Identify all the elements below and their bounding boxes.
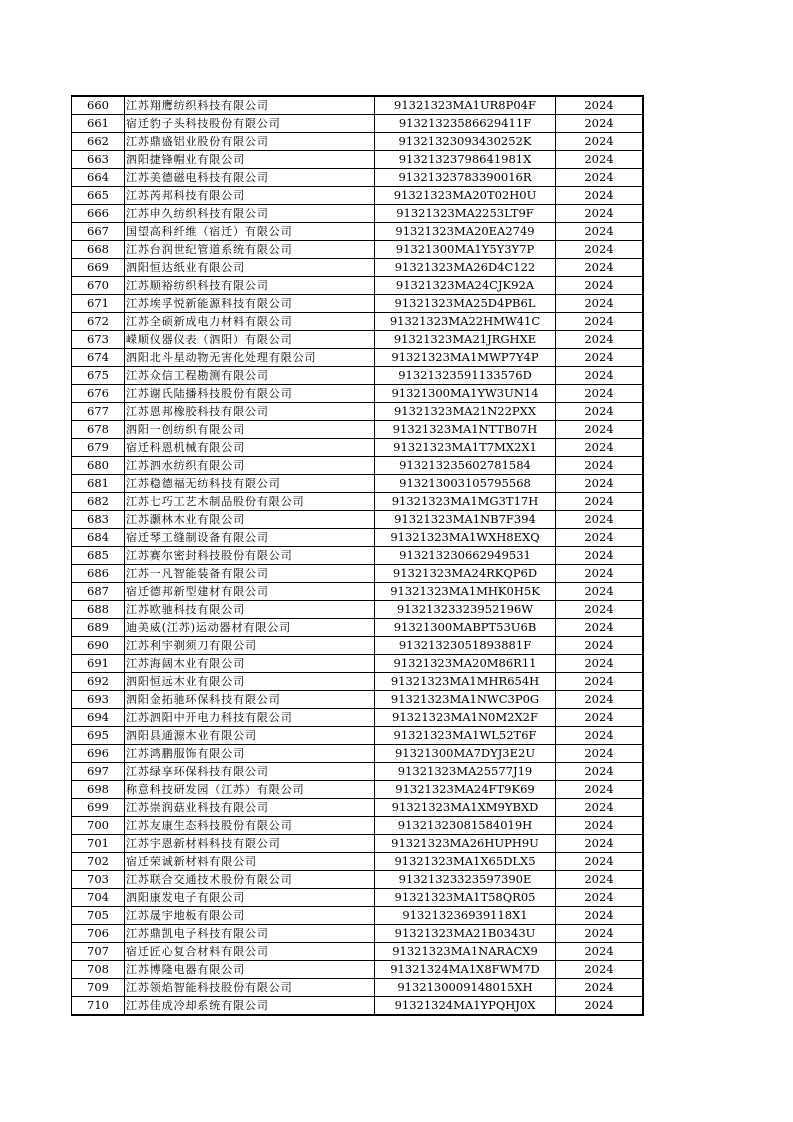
row-number-cell: 678 (72, 421, 125, 439)
credit-code-cell: 91321323MA1T58QR05 (375, 889, 556, 907)
company-name-cell: 江苏众信工程勘测有限公司 (125, 367, 375, 385)
row-number-cell: 681 (72, 475, 125, 493)
year-cell: 2024 (556, 817, 644, 835)
company-name-cell: 江苏灏林木业有限公司 (125, 511, 375, 529)
year-cell: 2024 (556, 889, 644, 907)
year-cell: 2024 (556, 907, 644, 925)
year-cell: 2024 (556, 367, 644, 385)
table-row (72, 403, 644, 421)
year-cell: 2024 (556, 745, 644, 763)
row-number-cell: 687 (72, 583, 125, 601)
table-row (72, 655, 644, 673)
credit-code-cell: 91321323093430252K (375, 133, 556, 151)
credit-code-cell: 91321323MA1N0M2X2F (375, 709, 556, 727)
row-number-cell: 689 (72, 619, 125, 637)
credit-code-cell: 913213230662949531 (375, 547, 556, 565)
company-name-cell: 江苏谢氏陆播科技股份有限公司 (125, 385, 375, 403)
table-row (72, 907, 644, 925)
credit-code-cell: 913213003105795568 (375, 475, 556, 493)
company-name-cell: 江苏埃孚悦新能源科技有限公司 (125, 295, 375, 313)
table-row (72, 457, 644, 475)
credit-code-cell: 91321323MA1WXH8EXQ (375, 529, 556, 547)
table-row (72, 889, 644, 907)
year-cell: 2024 (556, 96, 644, 115)
row-number-cell: 693 (72, 691, 125, 709)
credit-code-cell: 91321323051893881F (375, 637, 556, 655)
table-row (72, 727, 644, 745)
table-row (72, 96, 644, 115)
company-name-cell: 江苏一凡智能装备有限公司 (125, 565, 375, 583)
company-name-cell: 江苏领焰智能科技股份有限公司 (125, 979, 375, 997)
company-name-cell: 江苏联合交通技术股份有限公司 (125, 871, 375, 889)
year-cell: 2024 (556, 781, 644, 799)
year-cell: 2024 (556, 691, 644, 709)
company-name-cell: 泗阳恒达纸业有限公司 (125, 259, 375, 277)
table-row (72, 799, 644, 817)
company-name-cell: 江苏崇润菇业科技有限公司 (125, 799, 375, 817)
table-row (72, 313, 644, 331)
year-cell: 2024 (556, 205, 644, 223)
table-row (72, 961, 644, 979)
row-number-cell: 676 (72, 385, 125, 403)
company-name-cell: 泗阳县通源木业有限公司 (125, 727, 375, 745)
year-cell: 2024 (556, 133, 644, 151)
row-number-cell: 680 (72, 457, 125, 475)
credit-code-cell: 91321323MA21B0343U (375, 925, 556, 943)
credit-code-cell: 91321323MA22HMW41C (375, 313, 556, 331)
credit-code-cell: 91321323MA1MHK0H5K (375, 583, 556, 601)
credit-code-cell: 91321323MA1MG3T17H (375, 493, 556, 511)
row-number-cell: 670 (72, 277, 125, 295)
year-cell: 2024 (556, 565, 644, 583)
row-number-cell: 669 (72, 259, 125, 277)
row-number-cell: 703 (72, 871, 125, 889)
row-number-cell: 705 (72, 907, 125, 925)
row-number-cell: 663 (72, 151, 125, 169)
table-row (72, 475, 644, 493)
company-name-cell: 江苏鼎凯电子科技有限公司 (125, 925, 375, 943)
row-number-cell: 672 (72, 313, 125, 331)
credit-code-cell: 91321323081584019H (375, 817, 556, 835)
year-cell: 2024 (556, 583, 644, 601)
credit-code-cell: 91321324MA1X8FWM7D (375, 961, 556, 979)
table-row (72, 367, 644, 385)
company-name-cell: 江苏泗水纺织有限公司 (125, 457, 375, 475)
table-row (72, 781, 644, 799)
year-cell: 2024 (556, 547, 644, 565)
year-cell: 2024 (556, 511, 644, 529)
row-number-cell: 704 (72, 889, 125, 907)
credit-code-cell: 91321323323952196W (375, 601, 556, 619)
row-number-cell: 686 (72, 565, 125, 583)
company-name-cell: 嵘顺仪器仪表（泗阳）有限公司 (125, 331, 375, 349)
company-name-cell: 江苏台润世纪管道系统有限公司 (125, 241, 375, 259)
year-cell: 2024 (556, 331, 644, 349)
credit-code-cell: 91321323323597390E (375, 871, 556, 889)
year-cell: 2024 (556, 313, 644, 331)
table-row (72, 529, 644, 547)
company-name-cell: 江苏美德磁电科技有限公司 (125, 169, 375, 187)
company-name-cell: 宿迁荣诚新材料有限公司 (125, 853, 375, 871)
table-row (72, 601, 644, 619)
row-number-cell: 698 (72, 781, 125, 799)
table-row (72, 565, 644, 583)
year-cell: 2024 (556, 475, 644, 493)
credit-code-cell: 91321323MA21JRGHXE (375, 331, 556, 349)
company-name-cell: 江苏鸿鹏服饰有限公司 (125, 745, 375, 763)
year-cell: 2024 (556, 979, 644, 997)
credit-code-cell: 91321323MA1T7MX2X1 (375, 439, 556, 457)
year-cell: 2024 (556, 619, 644, 637)
credit-code-cell: 91321300MA1Y5Y3Y7P (375, 241, 556, 259)
table-row (72, 547, 644, 565)
year-cell: 2024 (556, 943, 644, 961)
table-row (72, 709, 644, 727)
table-row (72, 151, 644, 169)
row-number-cell: 701 (72, 835, 125, 853)
company-name-cell: 江苏利宇剃须刀有限公司 (125, 637, 375, 655)
row-number-cell: 706 (72, 925, 125, 943)
credit-code-cell: 913213236939118X1 (375, 907, 556, 925)
year-cell: 2024 (556, 169, 644, 187)
year-cell: 2024 (556, 655, 644, 673)
year-cell: 2024 (556, 925, 644, 943)
row-number-cell: 666 (72, 205, 125, 223)
company-name-cell: 江苏恩邦橡胶科技有限公司 (125, 403, 375, 421)
table-row (72, 349, 644, 367)
company-name-cell: 迪美威(江苏)运动器材有限公司 (125, 619, 375, 637)
credit-code-cell: 91321323MA1MHR654H (375, 673, 556, 691)
credit-code-cell: 91321323MA1XM9YBXD (375, 799, 556, 817)
row-number-cell: 675 (72, 367, 125, 385)
year-cell: 2024 (556, 727, 644, 745)
credit-code-cell: 91321323591133576D (375, 367, 556, 385)
credit-code-cell: 91321323MA20M86R11 (375, 655, 556, 673)
year-cell: 2024 (556, 349, 644, 367)
table-body (72, 96, 644, 1015)
company-name-cell: 江苏欧驰科技有限公司 (125, 601, 375, 619)
row-number-cell: 694 (72, 709, 125, 727)
row-number-cell: 696 (72, 745, 125, 763)
row-number-cell: 702 (72, 853, 125, 871)
credit-code-cell: 91321323798641981X (375, 151, 556, 169)
year-cell: 2024 (556, 601, 644, 619)
row-number-cell: 683 (72, 511, 125, 529)
row-number-cell: 673 (72, 331, 125, 349)
table-row (72, 205, 644, 223)
row-number-cell: 690 (72, 637, 125, 655)
credit-code-cell: 91321323586629411F (375, 115, 556, 133)
row-number-cell: 699 (72, 799, 125, 817)
year-cell: 2024 (556, 151, 644, 169)
credit-code-cell: 913213235602781584 (375, 457, 556, 475)
company-name-cell: 江苏海阔木业有限公司 (125, 655, 375, 673)
year-cell: 2024 (556, 115, 644, 133)
company-name-cell: 宿迁匠心复合材料有限公司 (125, 943, 375, 961)
year-cell: 2024 (556, 763, 644, 781)
year-cell: 2024 (556, 277, 644, 295)
company-name-cell: 江苏芮邦科技有限公司 (125, 187, 375, 205)
row-number-cell: 667 (72, 223, 125, 241)
table-row (72, 817, 644, 835)
year-cell: 2024 (556, 493, 644, 511)
year-cell: 2024 (556, 457, 644, 475)
row-number-cell: 662 (72, 133, 125, 151)
year-cell: 2024 (556, 961, 644, 979)
table-row (72, 745, 644, 763)
credit-code-cell: 91321323783390016R (375, 169, 556, 187)
credit-code-cell: 91321323MA1NTTB07H (375, 421, 556, 439)
row-number-cell: 691 (72, 655, 125, 673)
company-name-cell: 江苏博隆电器有限公司 (125, 961, 375, 979)
company-name-cell: 江苏稳德福无纺科技有限公司 (125, 475, 375, 493)
credit-code-cell: 91321323MA24FT9K69 (375, 781, 556, 799)
company-name-cell: 国望高科纤维（宿迁）有限公司 (125, 223, 375, 241)
year-cell: 2024 (556, 997, 644, 1016)
table-row (72, 979, 644, 997)
table-row (72, 385, 644, 403)
row-number-cell: 695 (72, 727, 125, 745)
company-name-cell: 江苏友康生态科技股份有限公司 (125, 817, 375, 835)
row-number-cell: 679 (72, 439, 125, 457)
company-name-cell: 宿迁德邦新型建材有限公司 (125, 583, 375, 601)
company-name-cell: 泗阳康发电子有限公司 (125, 889, 375, 907)
company-name-cell: 江苏晟宇地板有限公司 (125, 907, 375, 925)
row-number-cell: 677 (72, 403, 125, 421)
year-cell: 2024 (556, 259, 644, 277)
credit-code-cell: 91321323MA1MWP7Y4P (375, 349, 556, 367)
credit-code-cell: 91321323MA1NARACX9 (375, 943, 556, 961)
company-name-cell: 江苏翔鹰纺织科技有限公司 (125, 96, 375, 115)
year-cell: 2024 (556, 529, 644, 547)
company-name-cell: 泗阳一创纺织有限公司 (125, 421, 375, 439)
year-cell: 2024 (556, 439, 644, 457)
enterprise-list-table (71, 95, 644, 1016)
company-name-cell: 江苏泗阳中开电力科技有限公司 (125, 709, 375, 727)
year-cell: 2024 (556, 187, 644, 205)
table-row (72, 295, 644, 313)
year-cell: 2024 (556, 637, 644, 655)
company-name-cell: 江苏七巧工艺木制品股份有限公司 (125, 493, 375, 511)
credit-code-cell: 91321323MA2253LT9F (375, 205, 556, 223)
row-number-cell: 674 (72, 349, 125, 367)
table-row (72, 637, 644, 655)
row-number-cell: 685 (72, 547, 125, 565)
credit-code-cell: 91321323MA20T02H0U (375, 187, 556, 205)
table-row (72, 223, 644, 241)
credit-code-cell: 91321324MA1YPQHJ0X (375, 997, 556, 1016)
year-cell: 2024 (556, 295, 644, 313)
year-cell: 2024 (556, 385, 644, 403)
row-number-cell: 661 (72, 115, 125, 133)
table-row (72, 115, 644, 133)
company-name-cell: 江苏绿享环保科技有限公司 (125, 763, 375, 781)
year-cell: 2024 (556, 403, 644, 421)
table-row (72, 583, 644, 601)
table-row (72, 925, 644, 943)
row-number-cell: 688 (72, 601, 125, 619)
row-number-cell: 707 (72, 943, 125, 961)
table-row (72, 835, 644, 853)
credit-code-cell: 91321323MA1X65DLX5 (375, 853, 556, 871)
credit-code-cell: 91321323MA21N22PXX (375, 403, 556, 421)
year-cell: 2024 (556, 241, 644, 259)
table-row (72, 133, 644, 151)
company-name-cell: 泗阳恒远木业有限公司 (125, 673, 375, 691)
credit-code-cell: 91321323MA25D4PB6L (375, 295, 556, 313)
company-name-cell: 宿迁豹子头科技股份有限公司 (125, 115, 375, 133)
row-number-cell: 671 (72, 295, 125, 313)
company-name-cell: 宿迁琴工缝制设备有限公司 (125, 529, 375, 547)
year-cell: 2024 (556, 421, 644, 439)
row-number-cell: 682 (72, 493, 125, 511)
table-row (72, 673, 644, 691)
year-cell: 2024 (556, 799, 644, 817)
row-number-cell: 697 (72, 763, 125, 781)
year-cell: 2024 (556, 853, 644, 871)
year-cell: 2024 (556, 709, 644, 727)
table-row (72, 439, 644, 457)
table-row (72, 421, 644, 439)
credit-code-cell: 91321323MA24CJK92A (375, 277, 556, 295)
credit-code-cell: 91321323MA1NWC3P0G (375, 691, 556, 709)
company-name-cell: 泗阳捷锋帽业有限公司 (125, 151, 375, 169)
year-cell: 2024 (556, 223, 644, 241)
company-name-cell: 泗阳北斗星动物无害化处理有限公司 (125, 349, 375, 367)
table-row (72, 331, 644, 349)
table-row (72, 493, 644, 511)
table-row (72, 853, 644, 871)
table-row (72, 277, 644, 295)
row-number-cell: 684 (72, 529, 125, 547)
credit-code-cell: 91321300MA1YW3UN14 (375, 385, 556, 403)
table-row (72, 187, 644, 205)
table-row (72, 943, 644, 961)
table-row (72, 763, 644, 781)
company-name-cell: 江苏佳成冷却系统有限公司 (125, 997, 375, 1016)
credit-code-cell: 91321323MA25577J19 (375, 763, 556, 781)
table-row (72, 511, 644, 529)
year-cell: 2024 (556, 871, 644, 889)
credit-code-cell: 91321300MA7DYJ3E2U (375, 745, 556, 763)
company-name-cell: 江苏全硕新成电力材料有限公司 (125, 313, 375, 331)
table-row (72, 619, 644, 637)
row-number-cell: 709 (72, 979, 125, 997)
year-cell: 2024 (556, 835, 644, 853)
row-number-cell: 664 (72, 169, 125, 187)
table-row (72, 169, 644, 187)
credit-code-cell: 91321323MA26D4C122 (375, 259, 556, 277)
company-name-cell: 江苏顺裕纺织科技有限公司 (125, 277, 375, 295)
year-cell: 2024 (556, 673, 644, 691)
credit-code-cell: 91321323MA20EA2749 (375, 223, 556, 241)
row-number-cell: 708 (72, 961, 125, 979)
table-row (72, 241, 644, 259)
credit-code-cell: 91321323MA26HUPH9U (375, 835, 556, 853)
company-name-cell: 江苏鼎盛铝业股份有限公司 (125, 133, 375, 151)
credit-code-cell: 91321300MABPT53U6B (375, 619, 556, 637)
credit-code-cell: 91321323MA1UR8P04F (375, 96, 556, 115)
table-row (72, 691, 644, 709)
company-name-cell: 宿迁科恩机械有限公司 (125, 439, 375, 457)
row-number-cell: 668 (72, 241, 125, 259)
table-row (72, 997, 644, 1016)
credit-code-cell: 91321323MA1WL52T6F (375, 727, 556, 745)
company-name-cell: 泗阳金拓驰环保科技有限公司 (125, 691, 375, 709)
row-number-cell: 700 (72, 817, 125, 835)
credit-code-cell: 91321323MA1NB7F394 (375, 511, 556, 529)
company-name-cell: 江苏申久纺织科技有限公司 (125, 205, 375, 223)
credit-code-cell: 9132130009148015XH (375, 979, 556, 997)
credit-code-cell: 91321323MA24RKQP6D (375, 565, 556, 583)
table-row (72, 259, 644, 277)
company-name-cell: 江苏宇恩新材料科技有限公司 (125, 835, 375, 853)
company-name-cell: 江苏赛尔密封科技股份有限公司 (125, 547, 375, 565)
row-number-cell: 665 (72, 187, 125, 205)
row-number-cell: 710 (72, 997, 125, 1016)
company-name-cell: 称意科技研发园（江苏）有限公司 (125, 781, 375, 799)
row-number-cell: 660 (72, 96, 125, 115)
table-row (72, 871, 644, 889)
row-number-cell: 692 (72, 673, 125, 691)
